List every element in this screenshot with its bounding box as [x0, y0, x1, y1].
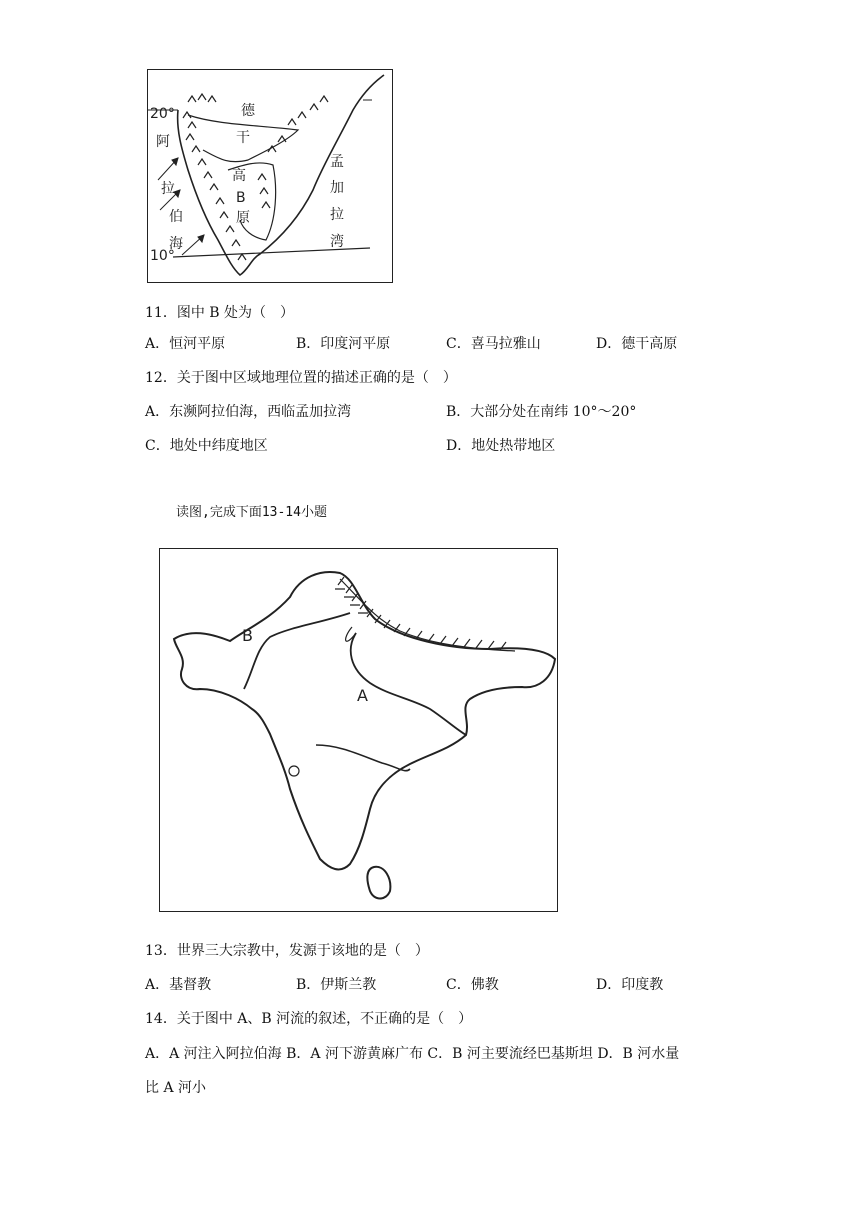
q12-option-b: B．大部分处在南纬 10°～20°: [446, 404, 637, 420]
map1-label-b: B: [236, 190, 246, 206]
q11-option-c: C．喜马拉雅山: [446, 336, 541, 352]
arabian-sea-char-2: 拉: [161, 181, 175, 197]
reading-instruction: 读图,完成下面13-14小题: [176, 505, 327, 520]
question-11-stem: 11．图中 B 处为（ ）: [145, 305, 295, 321]
q11-option-d: D．德干高原: [596, 336, 678, 352]
deccan-char-4: 原: [236, 210, 250, 226]
question-14-stem: 14．关于图中 A、B 河流的叙述，不正确的是（ ）: [145, 1011, 473, 1027]
bengal-char-2: 加: [330, 180, 344, 196]
arabian-sea-char-3: 伯: [169, 209, 183, 225]
q13-option-d: D．印度教: [596, 977, 664, 993]
arabian-sea-char-4: 海: [169, 236, 183, 252]
question-13-stem: 13．世界三大宗教中，发源于该地的是（ ）: [145, 943, 429, 959]
river-a-label: A: [357, 686, 368, 705]
river-b-label: B: [242, 626, 253, 645]
lat-10-label: 10°: [150, 248, 175, 264]
q14-options-continuation: 比 A 河小: [145, 1080, 207, 1096]
bengal-char-3: 拉: [330, 207, 344, 223]
q12-option-c: C．地处中纬度地区: [145, 438, 268, 454]
question-12-stem: 12．关于图中区域地理位置的描述正确的是（ ）: [145, 370, 457, 386]
q11-option-b: B．印度河平原: [296, 336, 391, 352]
lat-20-label: 20°: [150, 106, 175, 122]
deccan-char-2: 干: [236, 130, 250, 146]
q11-option-a: A．恒河平原: [145, 336, 226, 352]
deccan-char-3: 高: [232, 168, 246, 184]
q13-option-a: A．基督教: [145, 977, 212, 993]
bengal-char-1: 孟: [330, 154, 344, 170]
arabian-sea-char-1: 阿: [156, 134, 170, 150]
q13-option-b: B．伊斯兰教: [296, 977, 377, 993]
south-asia-map: [159, 548, 558, 912]
deccan-char-1: 德: [241, 103, 255, 119]
bengal-char-4: 湾: [330, 234, 344, 250]
q14-options-line: A．A 河注入阿拉伯海 B．A 河下游黄麻广布 C．B 河主要流经巴基斯坦 D．B 河水量: [145, 1046, 680, 1062]
q12-option-d: D．地处热带地区: [446, 438, 556, 454]
q13-option-c: C．佛教: [446, 977, 499, 993]
q12-option-a: A．东濒阿拉伯海，西临孟加拉湾: [145, 404, 352, 420]
deccan-plateau-map: [147, 69, 393, 283]
